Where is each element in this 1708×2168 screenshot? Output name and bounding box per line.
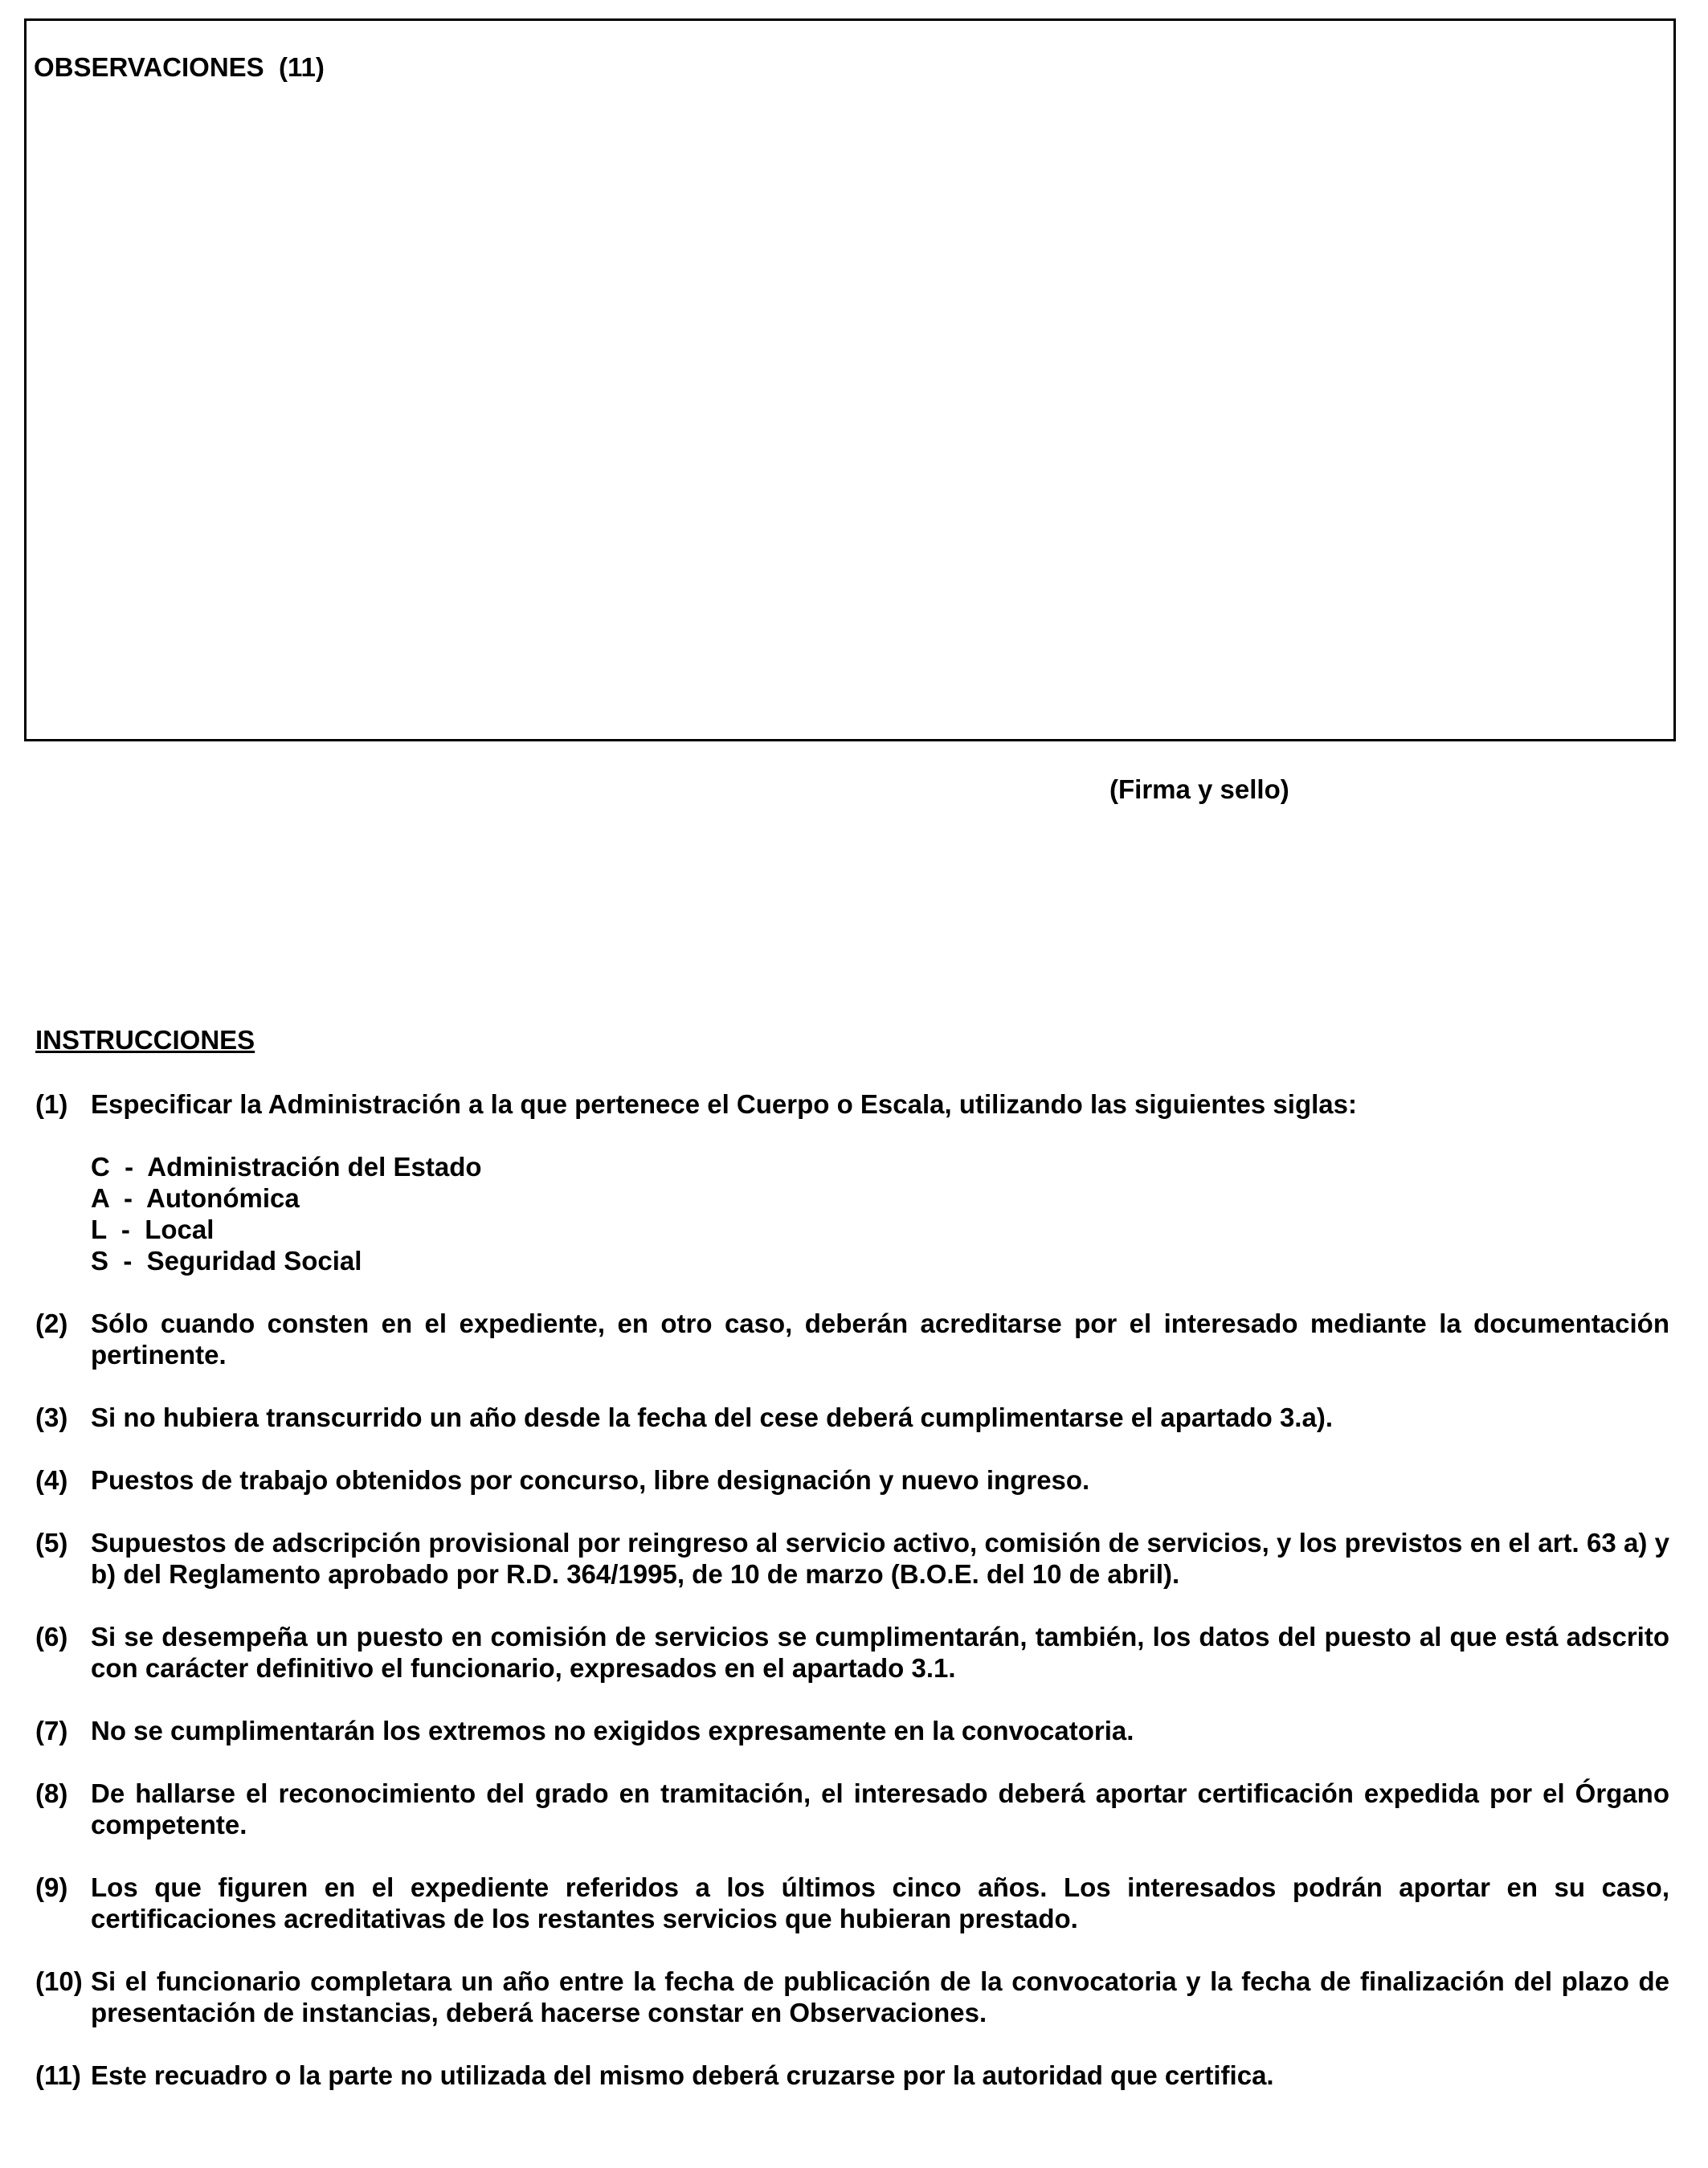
sigla-l: L - Local: [91, 1215, 215, 1244]
note-text: Supuestos de adscripción provisional por reingreso al servicio activo, comisión de servicios, y los previstos en el art. 63 a) y b) del Reglamento aprobado por R.D. 364/1995, de 10 de marzo (B.O.E. del 10 de abril).: [91, 1528, 1669, 1589]
firma-y-sello-label: (Firma y sello): [1109, 774, 1289, 804]
note-number: (6): [35, 1622, 68, 1652]
siglas-list: [35, 1151, 1669, 1276]
note-number: (4): [35, 1465, 68, 1495]
note-3: [35, 1402, 1669, 1433]
note-1: [35, 1088, 1669, 1120]
note-text: Puestos de trabajo obtenidos por concurso, libre designación y nuevo ingreso.: [91, 1465, 1090, 1495]
note-number: (9): [35, 1872, 68, 1902]
instrucciones-title: INSTRUCCIONES: [35, 1025, 255, 1055]
note-number: (2): [35, 1309, 68, 1338]
note-text: De hallarse el reconocimiento del grado en tramitación, el interesado deberá aportar certificación expedida por el Órgano competente.: [91, 1778, 1669, 1839]
note-text: Si el funcionario completara un año entre la fecha de publicación de la convocatoria y la fecha de finalización del plazo de presentación de instancias, deberá hacerse constar en Observaciones.: [91, 1966, 1669, 2027]
note-4: [35, 1464, 1669, 1496]
note-6: [35, 1621, 1669, 1684]
note-8: [35, 1778, 1669, 1840]
note-text: Especificar la Administración a la que pertenece el Cuerpo o Escala, utilizando las siguientes siglas:: [91, 1089, 1357, 1119]
note-number: (1): [35, 1089, 68, 1119]
sigla-a: A - Autonómica: [91, 1183, 300, 1213]
note-text: No se cumplimentarán los extremos no exigidos expresamente en la convocatoria.: [91, 1716, 1134, 1745]
note-text: Si no hubiera transcurrido un año desde la fecha del cese deberá cumplimentarse el apartado 3.a).: [91, 1402, 1333, 1432]
note-text: Si se desempeña un puesto en comisión de servicios se cumplimentarán, también, los datos del puesto al que está adscrito con carácter definitivo el funcionario, expresados en el apartado 3.1.: [91, 1622, 1669, 1683]
instrucciones-list: [35, 1088, 1669, 2091]
sigla-c: C - Administración del Estado: [91, 1152, 482, 1182]
note-number: (3): [35, 1402, 68, 1432]
note-number: (7): [35, 1716, 68, 1745]
note-number: (10): [35, 1966, 83, 1996]
note-7: [35, 1715, 1669, 1746]
note-text: Este recuadro o la parte no utilizada del mismo deberá cruzarse por la autoridad que certifica.: [91, 2060, 1274, 2090]
note-text: Los que figuren en el expediente referidos a los últimos cinco años. Los interesados podrán aportar en su caso, certificaciones acreditativas de los restantes servicios que hubieran prestado.: [91, 1872, 1669, 1933]
note-11: [35, 2060, 1669, 2091]
note-number: (8): [35, 1778, 68, 1808]
note-5: [35, 1527, 1669, 1590]
note-10: [35, 1966, 1669, 2028]
note-number: (11): [35, 2060, 81, 2090]
note-number: (5): [35, 1528, 68, 1558]
observaciones-title: OBSERVACIONES (11): [34, 52, 325, 82]
observaciones-box[interactable]: [24, 18, 1676, 741]
sigla-s: S - Seguridad Social: [91, 1246, 362, 1276]
note-text: Sólo cuando consten en el expediente, en otro caso, deberán acreditarse por el interesado mediante la documentación pertinente.: [91, 1309, 1669, 1370]
note-2: [35, 1308, 1669, 1370]
note-9: [35, 1872, 1669, 1934]
